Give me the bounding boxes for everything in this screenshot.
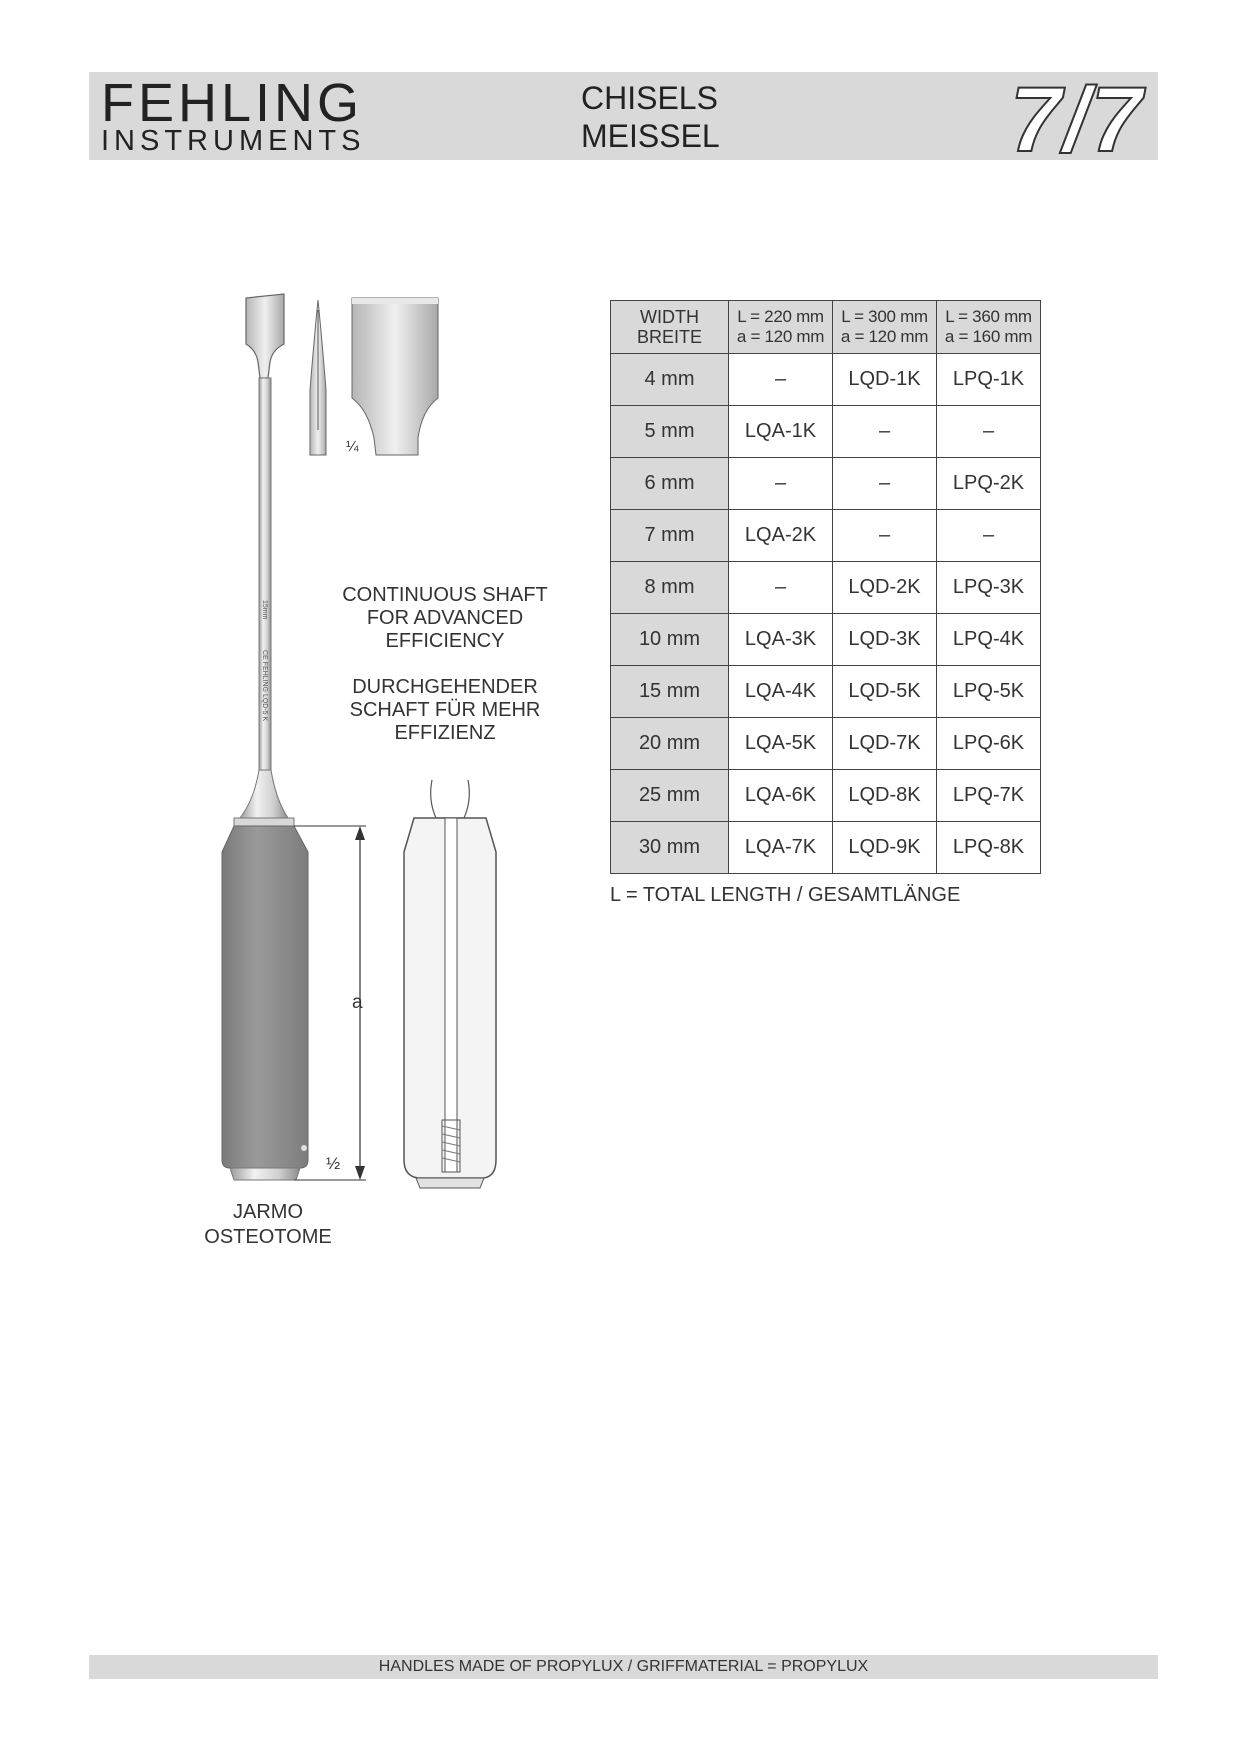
article-cell: – [937,406,1041,458]
section-neck [431,780,470,818]
brand-name: FEHLING [101,73,364,133]
article-cell: LQA-2K [729,510,833,562]
osteotome-collar [234,818,294,826]
width-cell: 6 mm [611,458,729,510]
article-cell: LQD-7K [833,718,937,770]
header-handle: a = 120 mm [840,327,929,346]
blade-detail-shape [352,298,438,455]
article-cell: LPQ-3K [937,562,1041,614]
width-cell: 7 mm [611,510,729,562]
feature-en-line-1: CONTINUOUS SHAFT [342,584,548,606]
article-cell: LPQ-7K [937,770,1041,822]
article-cell: LQD-9K [833,822,937,874]
header-length: L = 220 mm [737,307,824,326]
article-cell: LPQ-1K [937,354,1041,406]
article-cell: LQA-3K [729,614,833,666]
feature-text-german [330,676,560,745]
article-cell: LQA-5K [729,718,833,770]
width-cell: 20 mm [611,718,729,770]
article-cell: LQA-4K [729,666,833,718]
article-cell: LQD-5K [833,666,937,718]
header-length: L = 300 mm [841,307,928,326]
spec-table [610,300,1041,874]
osteotome-blade [246,294,284,378]
article-cell: – [729,458,833,510]
feature-de-line-2: SCHAFT FÜR MEHR [349,699,541,721]
shaft-size-marking: 15mm [261,600,268,620]
article-cell: – [833,406,937,458]
tip-scale-label: ¼ [346,438,359,455]
blade-detail-edge [352,298,438,304]
article-cell: – [729,562,833,614]
table-row [611,666,1041,718]
dim-arrow-bottom [355,1166,365,1180]
feature-de-line-1: DURCHGEHENDER [352,676,538,698]
feature-en-line-2: FOR ADVANCED [366,607,524,629]
width-cell: 15 mm [611,666,729,718]
article-cell: LQA-6K [729,770,833,822]
width-cell: 25 mm [611,770,729,822]
blade-detail [352,298,438,455]
page-title-german: MEISSEL [581,118,720,154]
header-col-300 [833,301,937,354]
header-width [611,301,729,354]
article-cell: LPQ-5K [937,666,1041,718]
table-row [611,458,1041,510]
article-cell: LQA-7K [729,822,833,874]
table-row [611,718,1041,770]
tip-profile-detail [310,300,326,455]
page-number: 7/7 [1010,69,1144,171]
article-cell: LPQ-6K [937,718,1041,770]
dimension-a-label: a [352,992,363,1013]
table-row [611,354,1041,406]
osteotome-neck [240,770,288,818]
footer-band: HANDLES MADE OF PROPYLUX / GRIFFMATERIAL = PROPYLUX [89,1655,1158,1679]
article-cell: LQA-1K [729,406,833,458]
header-handle: a = 160 mm [944,327,1033,346]
table-row [611,406,1041,458]
width-cell: 8 mm [611,562,729,614]
table-row [611,822,1041,874]
feature-text-english [330,584,560,653]
article-cell: – [833,510,937,562]
article-cell: LPQ-8K [937,822,1041,874]
article-cell: LPQ-4K [937,614,1041,666]
article-cell: LPQ-2K [937,458,1041,510]
header-width-de: BREITE [636,327,702,347]
page-title-english: CHISELS [581,80,718,116]
feature-de-line-3: EFFIZIENZ [394,722,496,744]
caption-line-2: OSTEOTOME [204,1226,332,1248]
header-length: L = 360 mm [945,307,1032,326]
article-cell: – [937,510,1041,562]
header-handle: a = 120 mm [736,327,825,346]
section-end-cap [416,1178,484,1188]
article-cell: – [833,458,937,510]
osteotome-drawing [222,294,308,1180]
article-cell: LQD-1K [833,354,937,406]
table-row [611,614,1041,666]
shaft-brand-marking: CE FEHLING LQD-5 K [261,650,268,722]
osteotome-end-cap [230,1168,300,1180]
article-cell: LQD-8K [833,770,937,822]
header-width-en: WIDTH [640,307,699,327]
handle-scale-label: ½ [326,1154,341,1173]
instrument-caption [188,1200,348,1250]
width-cell: 5 mm [611,406,729,458]
header-col-360 [937,301,1041,354]
article-cell: LQD-2K [833,562,937,614]
feature-en-line-3: EFFICIENCY [385,630,505,652]
section-bore [445,818,457,1172]
width-cell: 10 mm [611,614,729,666]
header-col-220 [729,301,833,354]
article-cell: LQD-3K [833,614,937,666]
width-cell: 4 mm [611,354,729,406]
osteotome-handle [222,826,308,1168]
width-cell: 30 mm [611,822,729,874]
article-cell: – [729,354,833,406]
handle-section-detail [404,780,496,1188]
caption-line-1: JARMO [233,1201,303,1223]
table-row [611,770,1041,822]
table-footnote: L = TOTAL LENGTH / GESAMTLÄNGE [610,884,961,906]
handle-pin [301,1145,307,1151]
table-row [611,510,1041,562]
brand-subtitle: INSTRUMENTS [101,125,366,157]
dim-arrow-top [355,826,365,840]
table-header-row [611,301,1041,354]
table-row [611,562,1041,614]
